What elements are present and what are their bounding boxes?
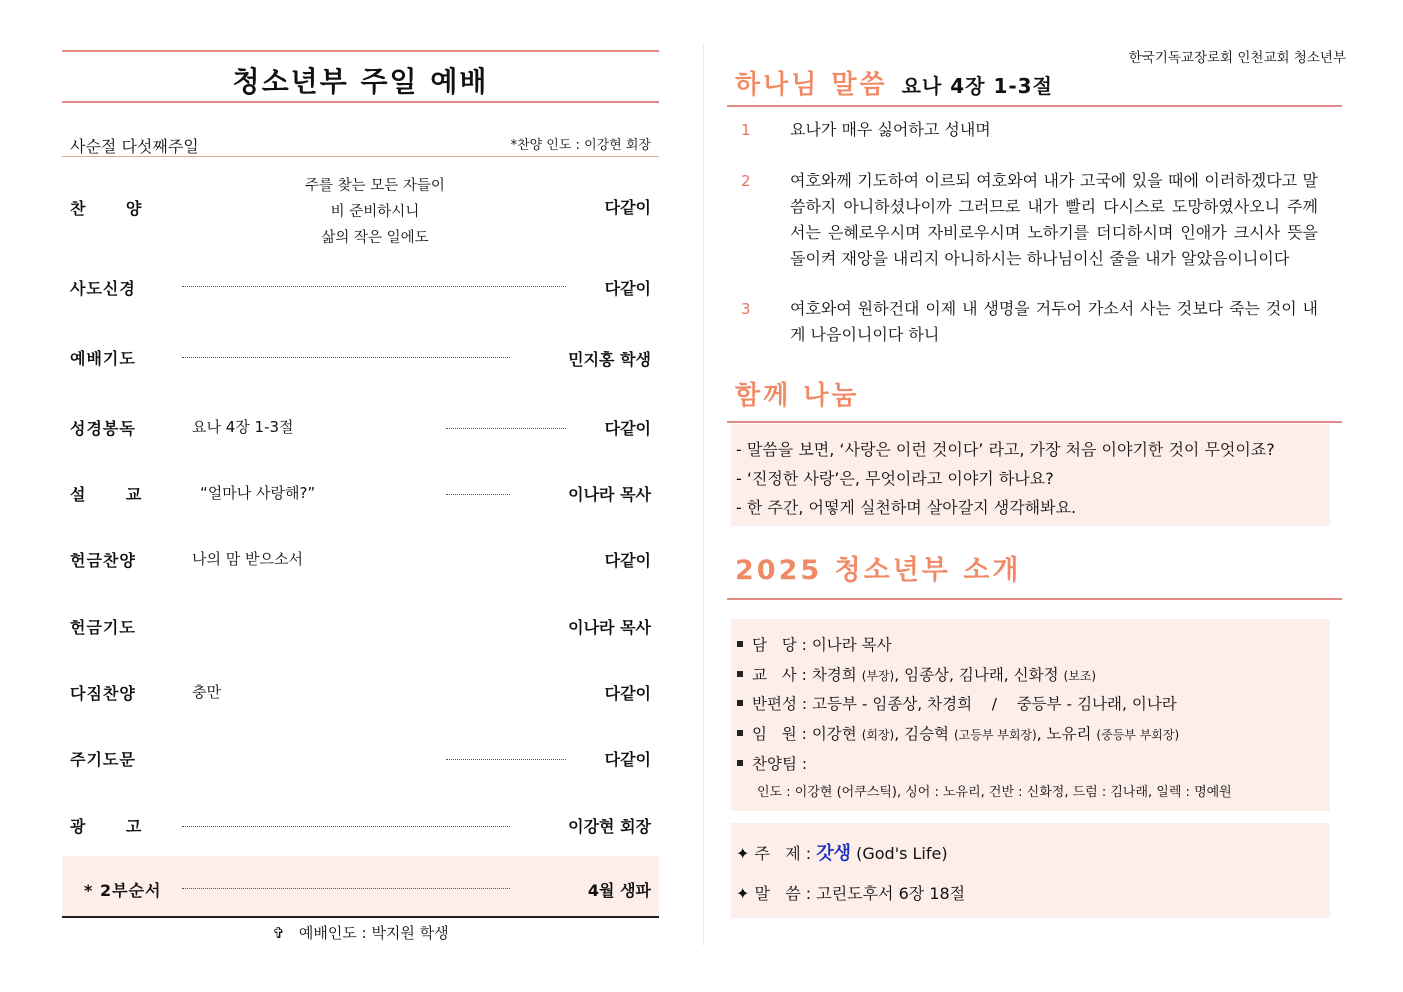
leader-dots [182,826,510,827]
intro-item-teachers [737,663,1096,685]
intro-value: 차경희 [811,666,857,684]
sub-rule [62,156,659,157]
intro-label: 담 당 : [752,636,807,654]
word-section-title [735,64,1053,101]
verse-number: 3 [741,300,751,318]
order-row-offering-song-leader: 다같이 [604,551,651,570]
worship-leader-text: 예배인도 : 박지원 학생 [298,924,449,942]
leader-dots [182,286,566,287]
order-row-sermon-title: “얼마나 사랑해?” [200,484,316,502]
page-divider [703,45,704,945]
order-row-offering-prayer-label: 헌금기도 [70,618,136,637]
praise-leader: *찬양 인도 : 이강현 회장 [510,138,651,153]
leader-dots [182,888,510,889]
intro-note: (보조) [1063,669,1097,683]
share-rule [727,421,1342,423]
church-name: 한국기독교장로회 인천교회 청소년부 [1128,50,1346,66]
top-rule [62,50,659,52]
intro-value: 고등부 - 임종상, 차경희 / 중등부 - 김나래, 이나라 [812,695,1177,713]
order-row-creed-label: 사도신경 [70,279,136,298]
theme-line [736,839,948,865]
bottom-rule [62,916,659,918]
intro-note: (부장) [861,669,895,683]
cross-icon: ✞ [272,924,285,942]
verse-text: 요나가 매우 싫어하고 성내며 [790,120,991,139]
order-row-creed-leader: 다같이 [604,279,651,298]
order-row-praise-label: 찬 양 [70,199,143,218]
order-row-scripture-leader: 다같이 [604,419,651,438]
order-row-offering-song-title: 나의 맘 받으소서 [192,550,303,568]
theme-english: (God's Life) [856,844,948,863]
share-title: 함께 나눔 [735,381,860,411]
season-label: 사순절 다섯째주일 [70,137,199,156]
intro-item-praise-team [737,752,807,774]
intro-value: , 임종상, 김나래, 신화정 [894,666,1059,684]
title-rule [62,101,659,103]
bullet-icon [737,760,743,766]
praise-team-members: 인도 : 이강현 (어쿠스틱), 싱어 : 노유리, 건반 : 신화정, 드럼 : 김나래, 일렉 : 명예원 [757,785,1232,800]
intro-rule [727,598,1342,600]
intro-item-pastor [737,633,892,655]
intro-note: (회장) [861,728,895,742]
order-row-offering-prayer-leader: 이나라 목사 [568,618,651,637]
order-row-pledge-song-title: 충만 [192,683,221,701]
intro-label: 교 사 : [752,666,807,684]
share-question: - 말씀을 보면, ‘사랑은 이런 것이다’ 라고, 가장 처음 이야기한 것이 무엇이죠? [736,440,1275,459]
verse-number: 1 [741,121,751,139]
order-row-praise-leader: 다같이 [604,198,651,217]
word-title: 하나님 말씀 [735,70,888,100]
worship-leader [62,922,659,943]
intro-value: , 노유리 [1036,725,1092,743]
intro-note: (고등부 부회장) [953,728,1037,742]
theme-verse-label: ✦ 말 씀 : [736,884,812,903]
theme-label: ✦ 주 제 : [736,844,812,863]
leader-dots [446,428,566,429]
order-row-lords-prayer-leader: 다같이 [604,750,651,769]
hymn-line: 삶의 작은 일에도 [321,230,429,246]
order-row-announcement-label: 광 고 [70,817,143,836]
word-ref: 요나 4장 1-3절 [901,74,1053,98]
leader-dots [446,759,566,760]
verse-number: 2 [741,172,751,190]
intro-label: 반편성 : [752,695,808,713]
intro-value: 이나라 목사 [811,636,892,654]
intro-title: 2025 청소년부 소개 [735,555,1022,586]
bullet-icon [737,641,743,647]
bullet-icon [737,700,743,706]
bullet-icon [737,730,743,736]
intro-item-officers [737,722,1179,744]
share-question: - ‘진정한 사랑’은, 무엇이라고 이야기 하나요? [736,469,1054,488]
leader-dots [182,357,510,358]
hymn-line: 비 준비하시니 [330,204,420,220]
page-title: 청소년부 주일 예배 [232,65,489,98]
order-row-sermon-leader: 이나라 목사 [568,485,651,504]
order-row-pledge-song-label: 다짐찬양 [70,684,136,703]
order-row-prayer-label: 예배기도 [70,349,136,368]
hymn-lines [240,173,510,251]
order-row-second-part-label: * 2부순서 [84,881,162,900]
order-row-prayer-leader: 민지홍 학생 [568,350,651,369]
order-row-scripture-text: 요나 4장 1-3절 [192,418,294,436]
order-row-second-part-item: 4월 생파 [587,881,651,900]
hymn-line: 주를 찾는 모든 자들이 [305,178,445,194]
share-question: - 한 주간, 어떻게 실천하며 살아갈지 생각해봐요. [736,498,1077,517]
leader-dots [446,494,510,495]
order-row-pledge-song-leader: 다같이 [604,684,651,703]
verse-text: 여호와여 원하건대 이제 내 생명을 거두어 가소서 사는 것보다 죽는 것이 내게 나음이니이다 하니 [790,299,1318,344]
theme-highlight: 갓생 [816,843,852,864]
intro-label: 찬양팀 : [752,755,808,773]
order-row-announcement-leader: 이강현 회장 [568,817,651,836]
order-row-sermon-label: 설 교 [70,485,143,504]
theme-verse: 고린도후서 6장 18절 [816,884,966,903]
word-rule [727,105,1342,107]
intro-value: , 김승혁 [894,725,950,743]
order-row-lords-prayer-label: 주기도문 [70,750,136,769]
intro-item-groups [737,692,1177,714]
intro-label: 임 원 : [752,725,807,743]
verse-text: 여호와께 기도하여 이르되 여호와여 내가 고국에 있을 때에 이러하겠다고 말씀하지 아니하셨나이까 그러므로 내가 빨리 다시스로 도망하였사오니 주께서는 은혜로우시며 자비로우시며 노하기를 더디하시며 인애가 크시사 뜻을 돌이켜 재앙을 내리지 아니하시는 하나님이신 줄을 내가 알았음이니이다 [790,171,1318,268]
order-row-scripture-label: 성경봉독 [70,419,136,438]
theme-verse-line [736,881,965,904]
intro-value: 이강현 [811,725,857,743]
intro-note: (중등부 부회장) [1096,728,1180,742]
bullet-icon [737,671,743,677]
order-row-offering-song-label: 헌금찬양 [70,551,136,570]
